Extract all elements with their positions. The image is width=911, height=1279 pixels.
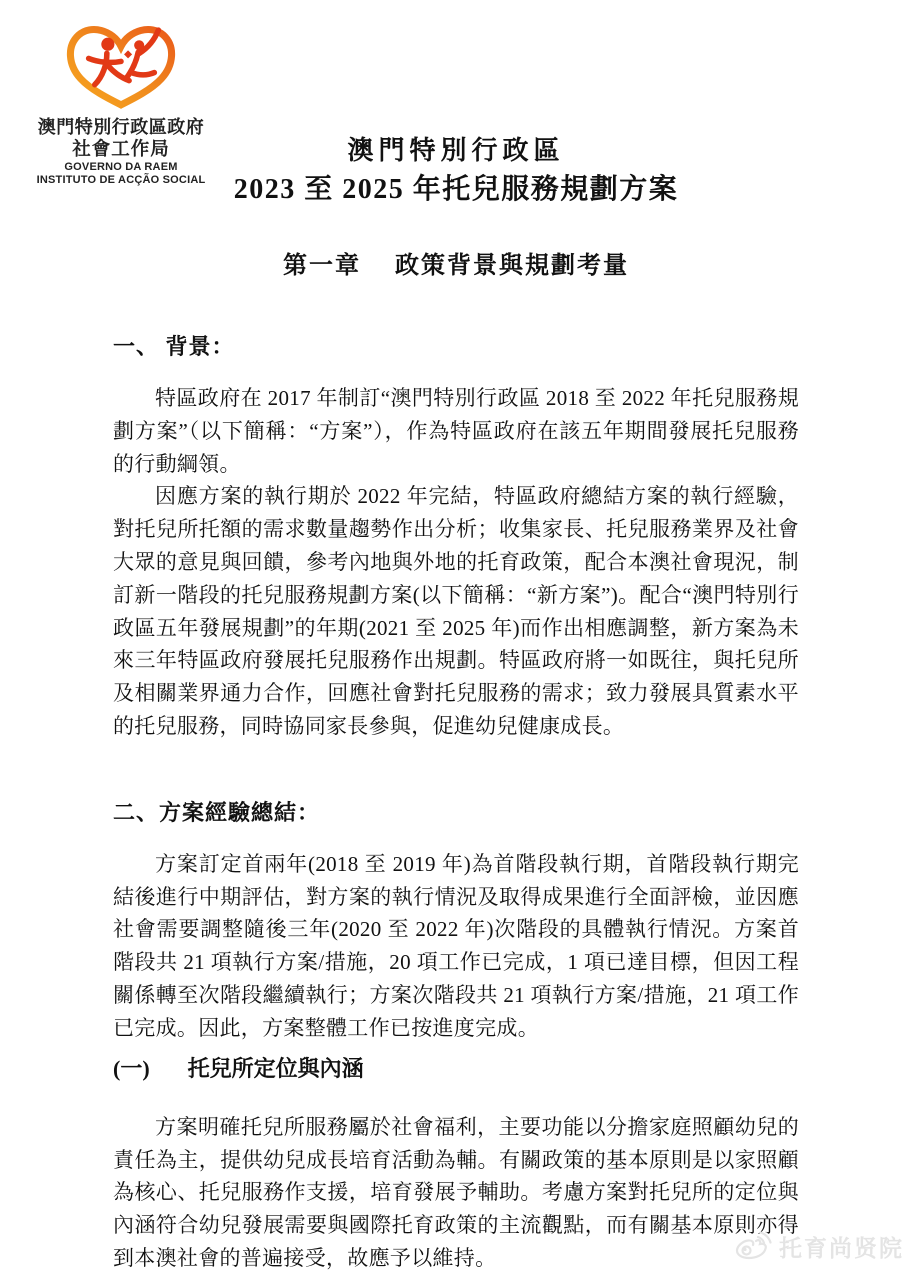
- subsection-number: (一): [113, 1055, 150, 1081]
- document-title-line2: 2023 至 2025 年托兒服務規劃方案: [233, 174, 679, 205]
- watermark: [734, 1230, 904, 1263]
- watermark-text: 托育尚贤院: [779, 1235, 904, 1261]
- org-name-pt-line2: INSTITUTO DE ACÇÃO SOCIAL: [36, 174, 206, 186]
- org-name-zh-line1: 澳門特別行政區政府: [37, 117, 205, 137]
- document-title-line1: 澳門特別行政區: [347, 136, 565, 165]
- subsection-title: 托兒所定位與內涵: [187, 1055, 364, 1081]
- paragraph: 因應方案的執行期於 2022 年完結，特區政府總結方案的執行經驗，對托兒所托額的需求數量趨勢作出分析；收集家長、托兒服務業界及社會大眾的意見與回饋，參考內地與外地的托育政策，配合本澳社會現況，制訂新一階段的托兒服務規劃方案(以下簡稱：“新方案”)。配合“澳門特別行政區五年發展規劃”的年期(2021 至 2025 年)而作出相應調整，新方案為未來三年特區政府發展托兒服務作出規劃。特區政府將一如既往，與托兒所及相關業界通力合作，回應社會對托兒服務的需求；致力發展具質素水平的托兒服務，同時協同家長參與，促進幼兒健康成長。: [113, 484, 799, 738]
- paragraph: 特區政府在 2017 年制訂“澳門特別行政區 2018 至 2022 年托兒服務規劃方案”（以下簡稱：“方案”），作為特區政府在該五年期間發展托兒服務的行動綱領。: [113, 386, 799, 476]
- paragraph: 方案明確托兒所服務屬於社會福利，主要功能以分擔家庭照顧幼兒的責任為主，提供幼兒成長培育活動為輔。有關政策的基本原則是以家照顧為核心、托兒服務作支援，培育發展予輔助。考慮方案對托兒所的定位與內涵符合幼兒發展需要與國際托育政策的主流觀點，而有關基本原則亦得到本澳社會的普遍接受，故應予以維持。: [113, 1114, 799, 1270]
- weibo-icon: [734, 1231, 774, 1263]
- section-heading-experience-summary: 二、方案經驗總結：: [113, 799, 321, 825]
- org-name-zh-line2: 社會工作局: [72, 138, 170, 159]
- paragraph: 方案訂定首兩年(2018 至 2019 年)為首階段執行期，首階段執行期完結後進行中期評估，對方案的執行情況及取得成果進行全面評檢，並因應社會需要調整隨後三年(2020 至 2022 年)次階段的具體執行情況。方案首階段共 21 項執行方案/措施，20 項工作已完成，1 項已達目標，但因工程關係轉至次階段繼續執行；方案次階段共 21 項執行方案/措施，21 項工作已完成。因此，方案整體工作已按進度完成。: [113, 851, 799, 1040]
- section-heading-background: 一、 背景：: [113, 334, 235, 359]
- chapter-heading: 第一章 政策背景與規劃考量: [283, 253, 629, 279]
- document-body: [113, 0, 799, 1275]
- subsection-heading-positioning: [113, 1055, 799, 1082]
- org-name-pt-line1: GOVERNO DA RAEM: [64, 161, 178, 173]
